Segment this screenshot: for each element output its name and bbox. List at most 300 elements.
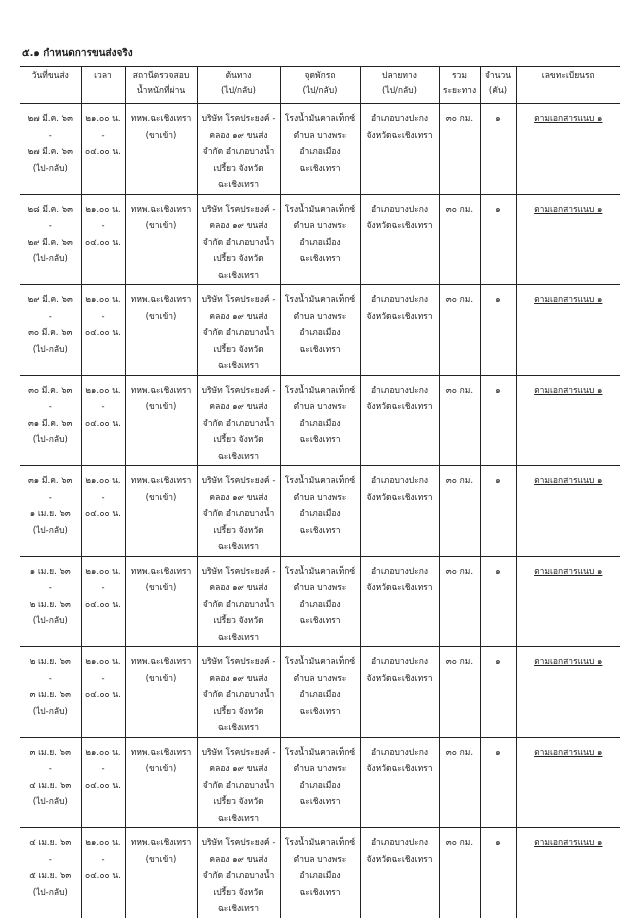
- table-row: [20, 466, 620, 557]
- destination-text: จังหวัดฉะเชิงเทรา: [366, 583, 433, 593]
- origin-text: บริษัท โรคประยงค์ -: [201, 838, 276, 848]
- destination-text: จังหวัดฉะเชิงเทรา: [366, 402, 433, 412]
- origin-text: เปรี้ยว จังหวัด: [213, 435, 264, 445]
- time-dash: -: [101, 764, 105, 774]
- distance-value: ๓๐ กม.: [445, 295, 474, 305]
- cell-distance: [439, 194, 480, 285]
- origin-text: จำกัด อำเภอบางน้ำ: [202, 780, 275, 791]
- section-title: ๕.๑ กำหนดการขนส่งจริง: [22, 48, 133, 59]
- time-dash: -: [101, 854, 105, 865]
- header-station-text: น้ำหนักที่ผ่าน: [136, 86, 186, 96]
- time-end: ๐๔.๐๐ น.: [85, 690, 121, 700]
- header-date-text: วันที่ขนส่ง: [31, 71, 69, 81]
- cell-time: [81, 194, 125, 285]
- cell-time: [81, 556, 125, 647]
- header-vehicles-text: (คัน): [488, 86, 508, 96]
- round-trip-label: (ไป-กลับ): [32, 254, 68, 264]
- time-end: ๐๔.๐๐ น.: [85, 509, 121, 519]
- cell-destination: [360, 737, 439, 828]
- cell-plate: [516, 737, 620, 828]
- station-text: ทหพ.ฉะเชิงเทรา: [130, 566, 192, 577]
- vehicle-count: ๑: [495, 657, 501, 667]
- rest-stop-text: ฉะเชิงเทรา: [299, 797, 341, 807]
- cell-destination: [360, 104, 439, 195]
- cell-vehicles: [480, 375, 516, 466]
- plate-attachment-link[interactable]: ตามเอกสารแนบ ๑: [534, 566, 603, 577]
- cell-distance: [439, 828, 480, 918]
- vehicle-count: ๑: [495, 838, 501, 848]
- plate-attachment-link[interactable]: ตามเอกสารแนบ ๑: [534, 295, 603, 305]
- header-vehicles: [480, 67, 516, 104]
- origin-text: ฉะเชิงเทรา: [217, 723, 260, 733]
- origin-text: บริษัท โรคประยงค์ -: [201, 747, 276, 758]
- origin-text: จำกัด อำเภอบางน้ำ: [202, 871, 275, 881]
- rest-stop-text: ตำบล บางพระ: [293, 583, 347, 593]
- time-end: ๐๔.๐๐ น.: [85, 780, 121, 791]
- date-end: ๓๑ มี.ค. ๖๓: [27, 418, 73, 429]
- station-text: (ขาเข้า): [145, 583, 177, 593]
- header-origin-text: (ไป/กลับ): [221, 86, 256, 96]
- cell-station: [125, 556, 197, 647]
- time-start: ๒๑.๐๐ น.: [85, 385, 121, 396]
- origin-text: บริษัท โรคประยงค์ -: [201, 114, 276, 124]
- origin-text: จำกัด อำเภอบางน้ำ: [202, 147, 275, 157]
- cell-date: [20, 194, 81, 285]
- date-end: ๒ เม.ย. ๖๓: [29, 599, 71, 610]
- rest-stop-text: ตำบล บางพระ: [293, 492, 347, 503]
- header-destination-text: (ไป/กลับ): [382, 86, 417, 96]
- header-origin: [197, 67, 280, 104]
- cell-station: [125, 104, 197, 195]
- table-body: [20, 104, 620, 918]
- cell-plate: [516, 194, 620, 285]
- cell-distance: [439, 647, 480, 738]
- time-start: ๒๑.๐๐ น.: [85, 204, 121, 215]
- cell-time: [81, 375, 125, 466]
- time-start: ๒๑.๐๐ น.: [85, 838, 121, 848]
- cell-date: [20, 104, 81, 195]
- table-row: [20, 828, 620, 918]
- station-text: ทหพ.ฉะเชิงเทรา: [130, 204, 192, 215]
- distance-value: ๓๐ กม.: [445, 838, 474, 848]
- vehicle-count: ๑: [495, 114, 501, 124]
- origin-text: ฉะเชิงเทรา: [217, 813, 260, 824]
- origin-text: ฉะเชิงเทรา: [217, 542, 260, 552]
- plate-attachment-link[interactable]: ตามเอกสารแนบ ๑: [534, 838, 603, 848]
- plate-attachment-link[interactable]: ตามเอกสารแนบ ๑: [534, 385, 603, 396]
- cell-vehicles: [480, 647, 516, 738]
- cell-date: [20, 556, 81, 647]
- date-end: ๔ เม.ย. ๖๓: [29, 780, 72, 791]
- station-text: (ขาเข้า): [145, 854, 177, 865]
- cell-time: [81, 466, 125, 557]
- round-trip-label: (ไป-กลับ): [32, 344, 68, 355]
- table-row: [20, 375, 620, 466]
- cell-vehicles: [480, 556, 516, 647]
- cell-plate: [516, 828, 620, 918]
- destination-text: จังหวัดฉะเชิงเทรา: [366, 673, 433, 684]
- cell-station: [125, 375, 197, 466]
- table-row: [20, 194, 620, 285]
- distance-value: ๓๐ กม.: [445, 657, 474, 667]
- date-dash: -: [48, 764, 52, 774]
- cell-origin: [197, 104, 280, 195]
- date-start: ๔ เม.ย. ๖๓: [29, 838, 72, 848]
- cell-station: [125, 466, 197, 557]
- time-start: ๒๑.๐๐ น.: [85, 114, 121, 124]
- cell-date: [20, 647, 81, 738]
- rest-stop-text: อำเภอเมือง: [299, 599, 341, 610]
- date-end: ๒๗ มี.ค. ๖๓: [27, 147, 73, 157]
- header-origin-text: ต้นทาง: [225, 71, 252, 81]
- cell-time: [81, 104, 125, 195]
- origin-text: จำกัด อำเภอบางน้ำ: [202, 418, 275, 429]
- round-trip-label: (ไป-กลับ): [32, 616, 68, 626]
- origin-text: คลอง ๑๙ ขนส่ง: [209, 311, 268, 322]
- distance-value: ๓๐ กม.: [445, 204, 474, 215]
- header-destination-text: ปลายทาง: [382, 71, 417, 81]
- rest-stop-text: ตำบล บางพระ: [293, 764, 347, 774]
- time-start: ๒๑.๐๐ น.: [85, 295, 121, 305]
- rest-stop-text: โรงน้ำมันคาลเท็กซ์: [284, 476, 356, 486]
- header-date: [20, 67, 81, 104]
- rest-stop-text: ฉะเชิงเทรา: [299, 344, 341, 355]
- rest-stop-text: ฉะเชิงเทรา: [299, 163, 341, 174]
- cell-vehicles: [480, 285, 516, 376]
- cell-rest-stop: [280, 556, 360, 647]
- cell-origin: [197, 466, 280, 557]
- rest-stop-text: ฉะเชิงเทรา: [299, 887, 341, 898]
- cell-station: [125, 737, 197, 828]
- table-row: [20, 737, 620, 828]
- station-text: ทหพ.ฉะเชิงเทรา: [130, 385, 192, 396]
- cell-plate: [516, 104, 620, 195]
- cell-destination: [360, 556, 439, 647]
- cell-station: [125, 285, 197, 376]
- header-time: [81, 67, 125, 104]
- destination-text: จังหวัดฉะเชิงเทรา: [366, 492, 433, 503]
- origin-text: บริษัท โรคประยงค์ -: [201, 385, 276, 396]
- time-dash: -: [101, 130, 105, 141]
- destination-text: จังหวัดฉะเชิงเทรา: [366, 130, 433, 141]
- cell-date: [20, 828, 81, 918]
- rest-stop-text: โรงน้ำมันคาลเท็กซ์: [284, 566, 356, 577]
- time-end: ๐๔.๐๐ น.: [85, 871, 121, 881]
- rest-stop-text: โรงน้ำมันคาลเท็กซ์: [284, 114, 356, 124]
- destination-text: จังหวัดฉะเชิงเทรา: [366, 221, 433, 231]
- cell-date: [20, 737, 81, 828]
- plate-attachment-link[interactable]: ตามเอกสารแนบ ๑: [534, 476, 603, 486]
- station-text: (ขาเข้า): [145, 130, 177, 141]
- header-rest-stop: [280, 67, 360, 104]
- header-vehicles-text: จำนวน: [484, 71, 512, 81]
- cell-destination: [360, 828, 439, 918]
- date-start: ๓๑ มี.ค. ๖๓: [27, 476, 73, 486]
- time-end: ๐๔.๐๐ น.: [85, 599, 121, 610]
- origin-text: จำกัด อำเภอบางน้ำ: [202, 509, 275, 519]
- cell-destination: [360, 285, 439, 376]
- vehicle-count: ๑: [495, 385, 501, 396]
- cell-time: [81, 737, 125, 828]
- origin-text: เปรี้ยว จังหวัด: [213, 797, 264, 807]
- destination-text: อำเภอบางปะกง: [370, 385, 429, 396]
- header-distance: [439, 67, 480, 104]
- origin-text: คลอง ๑๙ ขนส่ง: [209, 221, 268, 231]
- rest-stop-text: ฉะเชิงเทรา: [299, 616, 341, 626]
- date-start: ๓๐ มี.ค. ๖๓: [28, 385, 73, 396]
- origin-text: จำกัด อำเภอบางน้ำ: [202, 599, 275, 610]
- table-row: [20, 647, 620, 738]
- cell-date: [20, 285, 81, 376]
- cell-date: [20, 375, 81, 466]
- cell-time: [81, 285, 125, 376]
- rest-stop-text: ฉะเชิงเทรา: [299, 435, 341, 445]
- cell-destination: [360, 647, 439, 738]
- vehicle-count: ๑: [495, 747, 501, 758]
- date-dash: -: [48, 673, 52, 684]
- rest-stop-text: โรงน้ำมันคาลเท็กซ์: [284, 385, 356, 396]
- distance-value: ๓๐ กม.: [445, 566, 474, 577]
- origin-text: ฉะเชิงเทรา: [217, 361, 260, 371]
- date-start: ๒๘ มี.ค. ๖๓: [27, 204, 73, 215]
- station-text: (ขาเข้า): [145, 764, 177, 774]
- cell-station: [125, 647, 197, 738]
- rest-stop-text: ตำบล บางพระ: [293, 854, 347, 865]
- cell-rest-stop: [280, 285, 360, 376]
- station-text: (ขาเข้า): [145, 221, 177, 231]
- cell-plate: [516, 556, 620, 647]
- cell-distance: [439, 466, 480, 557]
- distance-value: ๓๐ กม.: [445, 385, 474, 396]
- station-text: ทหพ.ฉะเชิงเทรา: [130, 838, 192, 848]
- destination-text: อำเภอบางปะกง: [370, 204, 429, 215]
- time-end: ๐๔.๐๐ น.: [85, 418, 121, 429]
- plate-attachment-link[interactable]: ตามเอกสารแนบ ๑: [534, 747, 603, 758]
- header-distance-text: รวม: [452, 71, 467, 81]
- date-start: ๒ เม.ย. ๖๓: [29, 657, 71, 667]
- station-text: ทหพ.ฉะเชิงเทรา: [130, 114, 192, 124]
- time-dash: -: [101, 311, 105, 322]
- origin-text: บริษัท โรคประยงค์ -: [201, 566, 276, 577]
- origin-text: จำกัด อำเภอบางน้ำ: [202, 690, 275, 700]
- rest-stop-text: โรงน้ำมันคาลเท็กซ์: [284, 204, 356, 215]
- cell-vehicles: [480, 104, 516, 195]
- cell-plate: [516, 285, 620, 376]
- cell-origin: [197, 285, 280, 376]
- vehicle-count: ๑: [495, 204, 501, 215]
- table-row: [20, 285, 620, 376]
- cell-plate: [516, 647, 620, 738]
- origin-text: เปรี้ยว จังหวัด: [213, 163, 264, 174]
- round-trip-label: (ไป-กลับ): [32, 887, 68, 898]
- station-text: ทหพ.ฉะเชิงเทรา: [130, 295, 192, 305]
- date-dash: -: [48, 854, 52, 865]
- rest-stop-text: อำเภอเมือง: [299, 780, 341, 791]
- header-station: [125, 67, 197, 104]
- origin-text: เปรี้ยว จังหวัด: [213, 344, 264, 355]
- origin-text: คลอง ๑๙ ขนส่ง: [209, 130, 268, 141]
- cell-distance: [439, 285, 480, 376]
- cell-plate: [516, 375, 620, 466]
- date-end: ๑ เม.ย. ๖๓: [29, 509, 71, 519]
- date-start: ๑ เม.ย. ๖๓: [29, 566, 71, 577]
- cell-origin: [197, 375, 280, 466]
- date-end: ๒๙ มี.ค. ๖๓: [27, 237, 73, 248]
- rest-stop-text: อำเภอเมือง: [299, 509, 341, 519]
- date-end: ๕ เม.ย. ๖๓: [29, 871, 72, 881]
- destination-text: จังหวัดฉะเชิงเทรา: [366, 764, 433, 774]
- destination-text: อำเภอบางปะกง: [370, 295, 429, 305]
- round-trip-label: (ไป-กลับ): [32, 435, 68, 445]
- origin-text: ฉะเชิงเทรา: [217, 180, 260, 190]
- origin-text: ฉะเชิงเทรา: [217, 270, 260, 281]
- time-dash: -: [101, 402, 105, 412]
- cell-distance: [439, 737, 480, 828]
- round-trip-label: (ไป-กลับ): [32, 797, 68, 807]
- cell-destination: [360, 194, 439, 285]
- date-dash: -: [48, 221, 52, 231]
- origin-text: จำกัด อำเภอบางน้ำ: [202, 237, 275, 248]
- cell-rest-stop: [280, 375, 360, 466]
- destination-text: อำเภอบางปะกง: [370, 657, 429, 667]
- cell-vehicles: [480, 737, 516, 828]
- rest-stop-text: อำเภอเมือง: [299, 147, 341, 157]
- origin-text: บริษัท โรคประยงค์ -: [201, 204, 276, 215]
- date-dash: -: [48, 583, 52, 593]
- cell-destination: [360, 375, 439, 466]
- transport-schedule-table: [20, 66, 620, 918]
- time-dash: -: [101, 492, 105, 503]
- cell-rest-stop: [280, 194, 360, 285]
- time-dash: -: [101, 583, 105, 593]
- header-rest-stop-text: (ไป/กลับ): [302, 86, 338, 96]
- time-end: ๐๔.๐๐ น.: [85, 147, 121, 157]
- plate-attachment-link[interactable]: ตามเอกสารแนบ ๑: [534, 204, 603, 215]
- rest-stop-text: อำเภอเมือง: [299, 418, 341, 429]
- rest-stop-text: อำเภอเมือง: [299, 871, 341, 881]
- date-dash: -: [48, 130, 52, 141]
- cell-origin: [197, 737, 280, 828]
- cell-rest-stop: [280, 647, 360, 738]
- cell-origin: [197, 828, 280, 918]
- plate-attachment-link[interactable]: ตามเอกสารแนบ ๑: [534, 114, 603, 124]
- rest-stop-text: ตำบล บางพระ: [293, 673, 347, 684]
- station-text: (ขาเข้า): [145, 402, 177, 412]
- cell-distance: [439, 556, 480, 647]
- header-plate-text: เลขทะเบียนรถ: [541, 71, 595, 81]
- rest-stop-text: อำเภอเมือง: [299, 328, 341, 338]
- destination-text: จังหวัดฉะเชิงเทรา: [366, 854, 433, 865]
- cell-date: [20, 466, 81, 557]
- destination-text: อำเภอบางปะกง: [370, 747, 429, 758]
- origin-text: ฉะเชิงเทรา: [217, 632, 260, 643]
- rest-stop-text: ตำบล บางพระ: [293, 221, 347, 231]
- table-row: [20, 556, 620, 647]
- origin-text: เปรี้ยว จังหวัด: [213, 616, 264, 626]
- header-rest-stop-text: จุดพักรถ: [304, 71, 336, 81]
- cell-distance: [439, 104, 480, 195]
- table-header-row: [20, 67, 620, 104]
- origin-text: คลอง ๑๙ ขนส่ง: [209, 492, 268, 503]
- date-end: ๓ เม.ย. ๖๓: [29, 690, 71, 700]
- rest-stop-text: ตำบล บางพระ: [293, 130, 347, 141]
- vehicle-count: ๑: [495, 295, 501, 305]
- origin-text: บริษัท โรคประยงค์ -: [201, 476, 276, 486]
- cell-origin: [197, 194, 280, 285]
- cell-rest-stop: [280, 737, 360, 828]
- rest-stop-text: อำเภอเมือง: [299, 690, 341, 700]
- round-trip-label: (ไป-กลับ): [32, 706, 68, 717]
- origin-text: คลอง ๑๙ ขนส่ง: [209, 583, 268, 593]
- origin-text: คลอง ๑๙ ขนส่ง: [209, 673, 268, 684]
- destination-text: อำเภอบางปะกง: [370, 566, 429, 577]
- rest-stop-text: โรงน้ำมันคาลเท็กซ์: [284, 657, 356, 667]
- origin-text: บริษัท โรคประยงค์ -: [201, 295, 276, 305]
- rest-stop-text: ฉะเชิงเทรา: [299, 254, 341, 264]
- origin-text: บริษัท โรคประยงค์ -: [201, 657, 276, 667]
- cell-vehicles: [480, 194, 516, 285]
- origin-text: คลอง ๑๙ ขนส่ง: [209, 764, 268, 774]
- date-dash: -: [48, 311, 52, 322]
- table-row: [20, 104, 620, 195]
- origin-text: เปรี้ยว จังหวัด: [213, 525, 264, 536]
- station-text: (ขาเข้า): [145, 492, 177, 503]
- cell-station: [125, 194, 197, 285]
- cell-distance: [439, 375, 480, 466]
- origin-text: เปรี้ยว จังหวัด: [213, 254, 264, 264]
- cell-rest-stop: [280, 828, 360, 918]
- date-end: ๓๐ มี.ค. ๖๓: [28, 328, 73, 338]
- cell-rest-stop: [280, 104, 360, 195]
- rest-stop-text: ฉะเชิงเทรา: [299, 525, 341, 536]
- time-start: ๒๑.๐๐ น.: [85, 657, 121, 667]
- date-start: ๒๗ มี.ค. ๖๓: [27, 114, 73, 124]
- rest-stop-text: อำเภอเมือง: [299, 237, 341, 248]
- rest-stop-text: ตำบล บางพระ: [293, 402, 347, 412]
- station-text: (ขาเข้า): [145, 673, 177, 684]
- plate-attachment-link[interactable]: ตามเอกสารแนบ ๑: [534, 657, 603, 667]
- header-station-text: สถานีตรวจสอบ: [132, 71, 190, 81]
- destination-text: อำเภอบางปะกง: [370, 838, 429, 848]
- station-text: ทหพ.ฉะเชิงเทรา: [130, 476, 192, 486]
- station-text: (ขาเข้า): [145, 311, 177, 322]
- destination-text: อำเภอบางปะกง: [370, 476, 429, 486]
- round-trip-label: (ไป-กลับ): [32, 163, 68, 174]
- cell-plate: [516, 466, 620, 557]
- header-plate: [516, 67, 620, 104]
- date-start: ๒๙ มี.ค. ๖๓: [27, 295, 73, 305]
- destination-text: จังหวัดฉะเชิงเทรา: [366, 311, 433, 322]
- time-end: ๐๔.๐๐ น.: [85, 237, 121, 248]
- distance-value: ๓๐ กม.: [445, 476, 474, 486]
- header-destination: [360, 67, 439, 104]
- cell-origin: [197, 647, 280, 738]
- time-start: ๒๑.๐๐ น.: [85, 476, 121, 486]
- rest-stop-text: ตำบล บางพระ: [293, 311, 347, 322]
- origin-text: เปรี้ยว จังหวัด: [213, 706, 264, 717]
- header-time-text: เวลา: [94, 71, 112, 81]
- cell-destination: [360, 466, 439, 557]
- distance-value: ๓๐ กม.: [445, 747, 474, 758]
- rest-stop-text: โรงน้ำมันคาลเท็กซ์: [284, 295, 356, 305]
- date-start: ๓ เม.ย. ๖๓: [29, 747, 71, 758]
- cell-vehicles: [480, 466, 516, 557]
- vehicle-count: ๑: [495, 566, 501, 577]
- origin-text: คลอง ๑๙ ขนส่ง: [209, 402, 268, 412]
- destination-text: อำเภอบางปะกง: [370, 114, 429, 124]
- cell-time: [81, 828, 125, 918]
- rest-stop-text: ฉะเชิงเทรา: [299, 706, 341, 717]
